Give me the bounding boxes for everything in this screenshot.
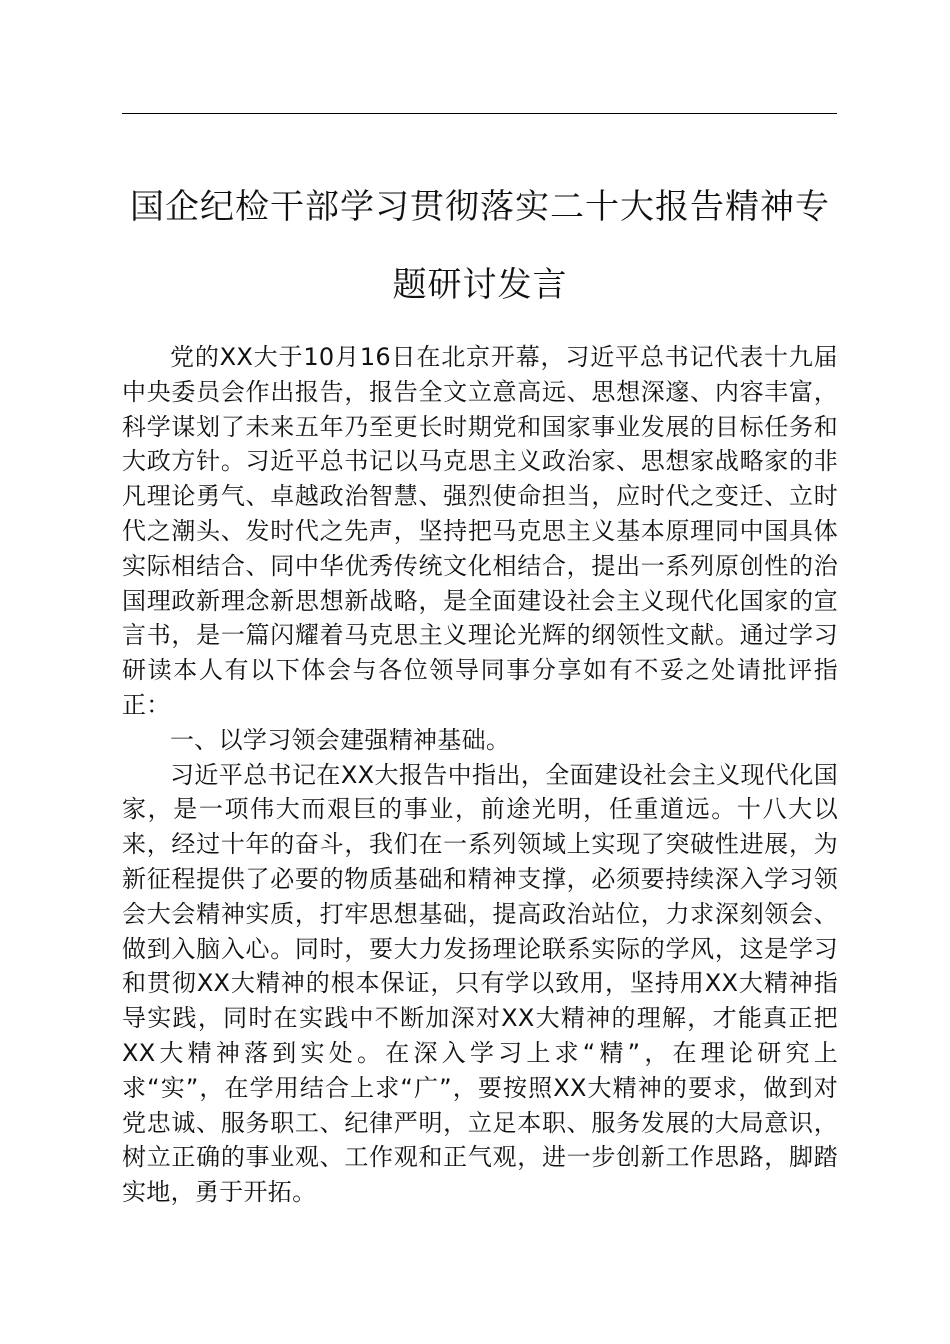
document-body [122, 340, 838, 1210]
section-heading-1: 一、以学习领会建强精神基础。 [170, 725, 511, 754]
intro-paragraph: 党的XX大于10月16日在北京开幕，习近平总书记代表十九届中央委员会作出报告，报告全文立意高远、思想深邃、内容丰富，科学谋划了未来五年乃至更长时期党和国家事业发展的目标任务和大政方针。习近平总书记以马克思主义政治家、思想家战略家的非凡理论勇气、卓越政治智慧、强烈使命担当，应时代之变迁、立时代之潮头、发时代之先声，坚持把马克思主义基本原理同中国具体实际相结合、同中华优秀传统文化相结合，提出一系列原创性的治国理政新理念新思想新战略，是全面建设社会主义现代化国家的宣言书，是一篇闪耀着马克思主义理论光辉的纲领性文献。通过学习研读本人有以下体会与各位领导同事分享如有不妥之处请批评指正： [122, 343, 838, 719]
document-title: 国企纪检干部学习贯彻落实二十大报告精神专题研讨发言 [130, 187, 830, 305]
section-1-paragraph: 习近平总书记在XX大报告中指出，全面建设社会主义现代化国家，是一项伟大而艰巨的事业，前途光明，任重道远。十八大以来，经过十年的奋斗，我们在一系列领域上实现了突破性进展，为新征程提供了必要的物质基础和精神支撑，必须要持续深入学习领会大会精神实质，打牢思想基础，提高政治站位，力求深刻领会、做到入脑入心。同时，要大力发扬理论联系实际的学风，这是学习和贯彻XX大精神的根本保证，只有学以致用，坚持用XX大精神指导实践，同时在实践中不断加深对XX大精神的理解，才能真正把XX大精神落到实处。在深入学习上求“精”，在理论研究上求“实”，在学用结合上求“广”，要按照XX大精神的要求，做到对党忠诚、服务职工、纪律严明，立足本职、服务发展的大局意识，树立正确的事业观、工作观和正气观，进一步创新工作思路，脚踏实地，勇于开拓。 [122, 760, 838, 1207]
header-rule [122, 113, 837, 114]
